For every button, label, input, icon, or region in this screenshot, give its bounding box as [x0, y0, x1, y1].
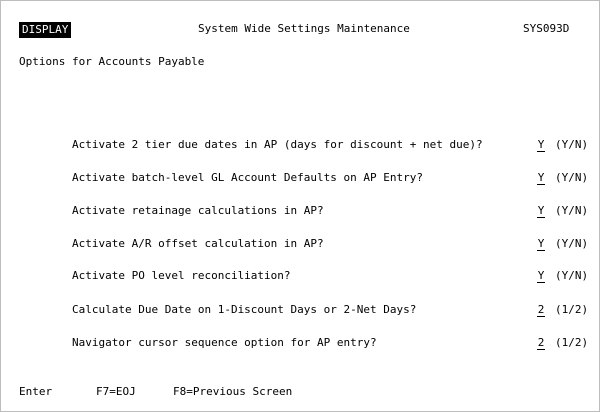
- option-prompt-ar-offset: Activate A/R offset calculation in AP?: [72, 237, 324, 250]
- program-id: SYS093D: [523, 22, 570, 35]
- option-prompt-po-reconciliation: Activate PO level reconciliation?: [72, 269, 291, 282]
- option-prompt-retainage: Activate retainage calculations in AP?: [72, 204, 324, 217]
- option-field-two-tier-due-dates[interactable]: Y: [537, 138, 545, 151]
- screen-title: System Wide Settings Maintenance: [198, 22, 410, 35]
- mode-badge: DISPLAY: [19, 22, 71, 38]
- option-allowed-retainage: (Y/N): [555, 204, 589, 217]
- option-field-ar-offset[interactable]: Y: [537, 237, 545, 250]
- enter-key[interactable]: Enter: [19, 385, 53, 398]
- f7-eoj-key[interactable]: F7=EOJ: [96, 385, 136, 398]
- f8-previous-screen-key[interactable]: F8=Previous Screen: [173, 385, 293, 398]
- option-allowed-batch-gl-defaults: (Y/N): [555, 171, 589, 184]
- option-field-retainage[interactable]: Y: [537, 204, 545, 217]
- option-prompt-batch-gl-defaults: Activate batch-level GL Account Defaults on AP Entry?: [72, 171, 423, 184]
- option-allowed-due-date-calc: (1/2): [555, 303, 589, 316]
- option-prompt-navigator-sequence: Navigator cursor sequence option for AP entry?: [72, 336, 377, 349]
- option-allowed-po-reconciliation: (Y/N): [555, 269, 589, 282]
- option-allowed-ar-offset: (Y/N): [555, 237, 589, 250]
- option-allowed-two-tier-due-dates: (Y/N): [555, 138, 589, 151]
- option-allowed-navigator-sequence: (1/2): [555, 336, 589, 349]
- option-field-batch-gl-defaults[interactable]: Y: [537, 171, 545, 184]
- option-prompt-due-date-calc: Calculate Due Date on 1-Discount Days or 2-Net Days?: [72, 303, 417, 316]
- section-subtitle: Options for Accounts Payable: [19, 55, 205, 68]
- option-field-po-reconciliation[interactable]: Y: [537, 269, 545, 282]
- option-field-due-date-calc[interactable]: 2: [537, 303, 545, 316]
- option-field-navigator-sequence[interactable]: 2: [537, 336, 545, 349]
- option-prompt-two-tier-due-dates: Activate 2 tier due dates in AP (days for discount + net due)?: [72, 138, 483, 151]
